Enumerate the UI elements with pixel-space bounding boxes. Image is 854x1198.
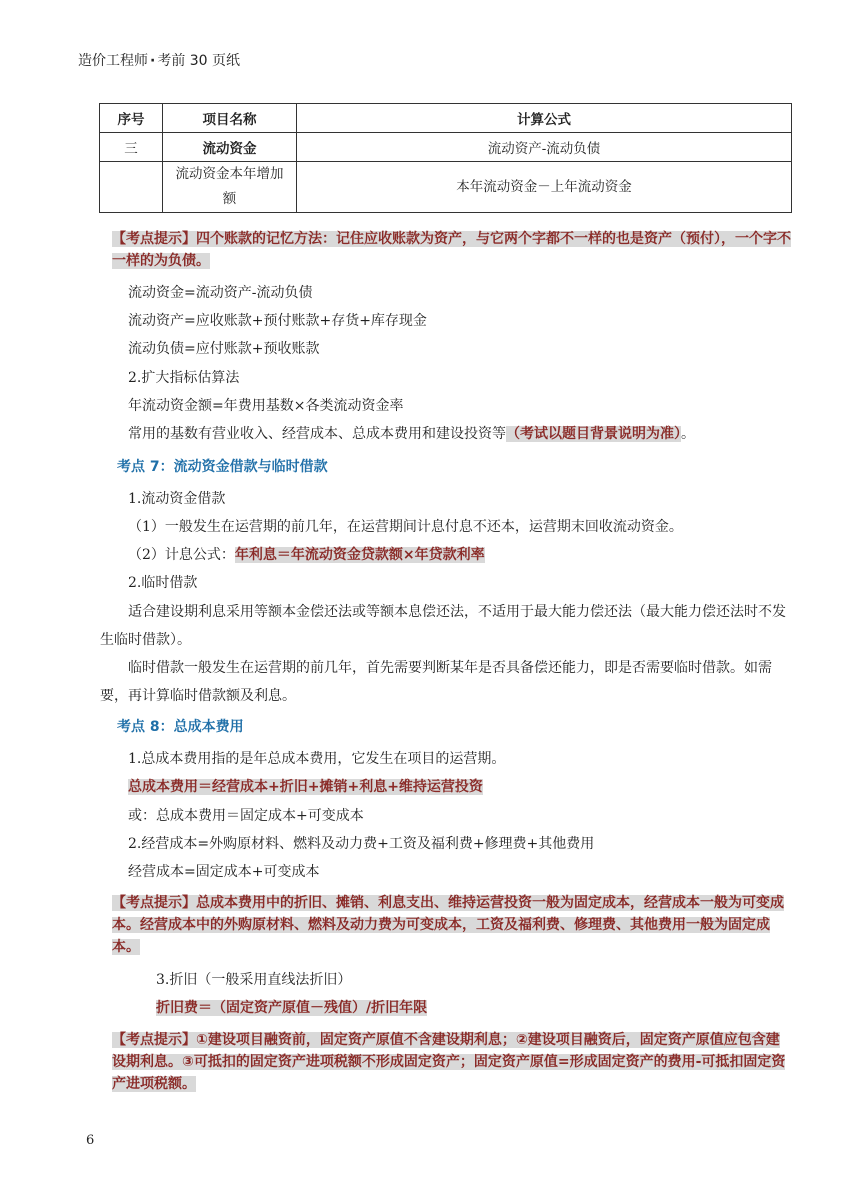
section-heading-7: 考点 7：流动资金借款与临时借款 xyxy=(117,459,328,475)
text-line: 或：总成本费用＝固定成本+可变成本 xyxy=(128,808,364,824)
text-line: （1）一般发生在运营期的前几年，在运营期间计息付息不还本，运营期末回收流动资金。 xyxy=(128,519,683,535)
tip-text: 【考点提示】四个账款的记忆方法：记住应收账款为资产，与它两个字都不一样的也是资产（预付），一个字不一样的为负债。 xyxy=(112,231,791,269)
page-number: 6 xyxy=(86,1133,95,1148)
running-header xyxy=(78,50,240,70)
cell-name: 流动资金本年增加额 xyxy=(163,162,297,213)
header-name: 项目名称 xyxy=(163,104,297,133)
header-formula: 计算公式 xyxy=(297,104,792,133)
text-line: 1.流动资金借款 xyxy=(128,491,226,507)
cell-formula: 本年流动资金－上年流动资金 xyxy=(297,162,792,213)
depreciation-formula: 折旧费＝（固定资产原值－残值）/折旧年限 xyxy=(156,1000,428,1016)
depreciation-formula-line xyxy=(156,997,427,1017)
text-line: 年流动资金额=年费用基数×各类流动资金率 xyxy=(128,398,404,414)
formula-table xyxy=(99,103,792,213)
header-title: 造价工程师 xyxy=(78,53,148,69)
text-line: 1.总成本费用指的是年总成本费用，它发生在项目的运营期。 xyxy=(128,751,506,767)
cell-formula: 流动资产-流动负债 xyxy=(297,133,792,162)
header-subtitle: 考前 30 页纸 xyxy=(157,53,241,69)
cell-no: 三 xyxy=(100,133,163,162)
text-line: 3.折旧（一般采用直线法折旧） xyxy=(156,972,352,988)
header-no: 序号 xyxy=(100,104,163,133)
text-line: 2.临时借款 xyxy=(128,575,198,591)
table-header-row xyxy=(100,104,792,133)
cell-name: 流动资金 xyxy=(163,133,297,162)
interest-label: （2）计息公式： xyxy=(128,547,235,563)
text-line: 流动资金=流动资产-流动负债 xyxy=(128,285,313,301)
total-cost-formula-line xyxy=(128,776,483,796)
cell-no xyxy=(100,162,163,213)
section-heading-8: 考点 8：总成本费用 xyxy=(117,719,244,735)
tip-box-fixed-assets xyxy=(112,1029,793,1095)
text-line: 流动负债=应付账款+预收账款 xyxy=(128,341,320,357)
paragraph: 适合建设期利息采用等额本金偿还法或等额本息偿还法，不适用于最大能力偿还法（最大能力偿还法时不发生临时借款）。 xyxy=(100,604,786,648)
text-line: 2.经营成本=外购原材料、燃料及动力费+工资及福利费+修理费+其他费用 xyxy=(128,836,595,852)
tip-text: 【考点提示】①建设项目融资前，固定资产原值不含建设期利息；②建设项目融资后，固定资产原值应包含建设期利息。③可抵扣的固定资产进项税额不形成固定资产；固定资产原值=形成固定资产的费用-可抵扣固定资产进项税额。 xyxy=(112,1032,786,1092)
tip-text: 【考点提示】总成本费用中的折旧、摊销、利息支出、维持运营投资一般为固定成本，经营成本一般为可变成本。经营成本中的外购原材料、燃料及动力费为可变成本，工资及福利费、修理费、其他费用一般为固定成本。 xyxy=(112,895,784,955)
text-line: 流动资产=应收账款+预付账款+存货+库存现金 xyxy=(128,313,427,329)
tip-box-accounts xyxy=(112,228,793,272)
text-line: 2.扩大指标估算法 xyxy=(128,370,240,386)
table-row xyxy=(100,133,792,162)
tip-box-costs xyxy=(112,892,793,958)
interest-formula-line xyxy=(128,544,485,564)
paragraph: 临时借款一般发生在运营期的前几年，首先需要判断某年是否具备偿还能力，即是否需要临时借款。如需要，再计算临时借款额及利息。 xyxy=(100,660,772,704)
text-line: 经营成本=固定成本+可变成本 xyxy=(128,864,320,880)
text-line-common-base xyxy=(128,423,695,443)
common-base-end: 。 xyxy=(681,426,695,442)
common-base-text: 常用的基数有营业收入、经营成本、总成本费用和建设投资等 xyxy=(128,426,506,442)
table-row xyxy=(100,162,792,213)
total-cost-formula: 总成本费用＝经营成本+折旧+摊销+利息+维持运营投资 xyxy=(128,779,483,795)
interest-formula: 年利息＝年流动资金贷款额×年贷款利率 xyxy=(234,547,485,563)
header-dot: · xyxy=(150,53,156,69)
common-base-note: （考试以题目背景说明为准） xyxy=(506,426,681,442)
